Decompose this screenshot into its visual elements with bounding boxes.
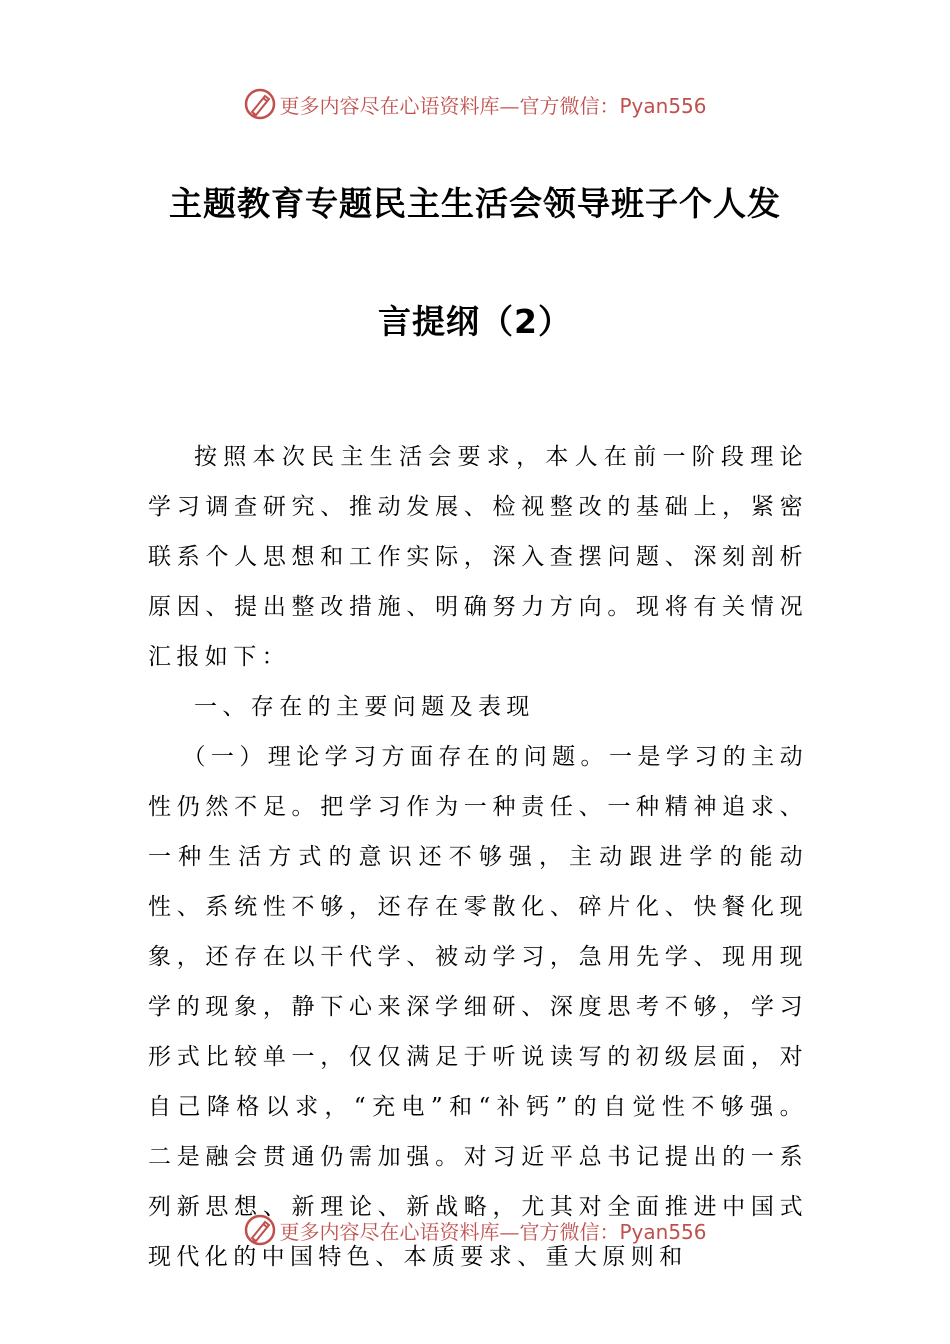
watermark-header [0, 84, 950, 124]
watermark-text: 更多内容尽在心语资料库—官方微信：Pyan556 [279, 1219, 707, 1244]
paragraph-intro: 按照本次民主生活会要求，本人在前一阶段理论学习调查研究、推动发展、检视整改的基础上，紧密联系个人思想和工作实际，深入查摆问题、深刻剖析原因、提出整改措施、明确努力方向。现将有关情况汇报如下： [148, 444, 808, 670]
document-title-line-2: 言提纲（2） [378, 302, 572, 341]
watermark-brand: Pyan556 [619, 93, 707, 118]
watermark-brand: Pyan556 [619, 1219, 707, 1244]
document-title-line-1: 主题教育专题民主生活会领导班子个人发 [169, 184, 781, 223]
section-heading: 一、存在的主要问题及表现 [194, 694, 535, 720]
paragraph-subsection: （一）理论学习方面存在的问题。一是学习的主动性仍然不足。把学习作为一种责任、一种精神追求、一种生活方式的意识还不够强，主动跟进学的能动性、系统性不够，还存在零散化、碎片化、快餐化现象，还存在以干代学、被动学习，急用先学、现用现学的现象，静下心来深学细研、深度思考不够，学习形式比较单一，仅仅满足于听说读写的初级层面，对自己降格以求，“充电”和“补钙”的自觉性不够强。二是融会贯通仍需加强。对习近平总书记提出的一系列新思想、新理论、新战略，尤其对全面推进中国式现代化的中国特色、本质要求、重大原则和 [148, 744, 808, 1270]
pen-circle-icon [243, 1213, 277, 1247]
document-body [148, 432, 808, 1282]
watermark-footer [0, 1210, 950, 1250]
pen-circle-icon [243, 87, 277, 121]
watermark-text: 更多内容尽在心语资料库—官方微信：Pyan556 [279, 93, 707, 118]
